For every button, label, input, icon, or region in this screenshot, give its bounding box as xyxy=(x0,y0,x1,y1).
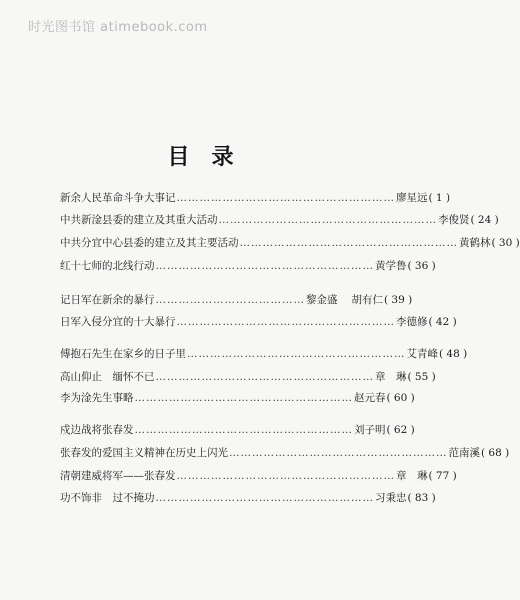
page-title: 目录 xyxy=(167,145,256,170)
leader-dots: ………………………………………………… xyxy=(187,348,406,360)
entry-title: 记日军在新余的暴行 xyxy=(60,294,155,306)
entry-author: 刘子明 xyxy=(354,424,386,436)
toc-entry xyxy=(60,490,436,506)
entry-title: 中共分宜中心县委的建立及其主要活动 xyxy=(60,237,239,249)
entry-author: 黄鹤林 xyxy=(459,237,491,249)
toc-entry xyxy=(60,390,415,406)
leader-dots: ………………………………………………… xyxy=(155,371,374,383)
entry-page: ( 77 ) xyxy=(428,470,457,482)
entry-page: ( 60 ) xyxy=(386,392,415,404)
entry-page: ( 30 ) xyxy=(491,237,520,249)
entry-author: 黄学鲁 xyxy=(375,260,407,272)
entry-page: ( 68 ) xyxy=(481,447,510,459)
entry-author: 章 琳 xyxy=(396,470,428,482)
entry-page: ( 62 ) xyxy=(386,424,415,436)
entry-author: 赵元春 xyxy=(354,392,386,404)
entry-page: ( 36 ) xyxy=(407,260,436,272)
toc-entry xyxy=(60,369,436,385)
entry-title: 张春发的爱国主义精神在历史上闪光 xyxy=(60,447,228,459)
toc-entry xyxy=(60,235,520,251)
entry-page: ( 42 ) xyxy=(428,316,457,328)
entry-author: 艾青峰 xyxy=(406,348,438,360)
leader-dots: ………………………………… xyxy=(155,294,305,306)
toc-entry xyxy=(60,190,451,206)
entry-title: 日军入侵分宜的十大暴行 xyxy=(60,316,176,328)
leader-dots: ………………………………………………… xyxy=(229,447,448,459)
entry-title: 李为淦先生事略 xyxy=(60,392,134,404)
entry-author: 廖星远 xyxy=(396,192,428,204)
entry-page: ( 83 ) xyxy=(407,492,436,504)
toc-entry xyxy=(60,292,413,308)
toc-entry xyxy=(60,468,457,484)
leader-dots: ………………………………………………… xyxy=(134,424,353,436)
entry-page: ( 1 ) xyxy=(428,192,451,204)
entry-author: 李德修 xyxy=(396,316,428,328)
toc-entry xyxy=(60,258,436,274)
leader-dots: ………………………………………………… xyxy=(176,316,395,328)
entry-author: 黎金盛 xyxy=(306,294,338,306)
entry-title: 傅抱石先生在家乡的日子里 xyxy=(60,348,186,360)
entry-title: 清朝建威将军——张春发 xyxy=(60,470,176,482)
leader-dots: ………………………………………………… xyxy=(155,492,374,504)
entry-title: 红十七师的北线行动 xyxy=(60,260,155,272)
entry-author-second: 胡有仁 xyxy=(351,294,383,306)
toc-entry xyxy=(60,422,415,438)
toc-entry xyxy=(60,445,510,461)
entry-title: 高山仰止 缅怀不已 xyxy=(60,371,155,383)
entry-author: 范南溪 xyxy=(448,447,480,459)
leader-dots: ………………………………………………… xyxy=(218,214,437,226)
leader-dots: ………………………………………………… xyxy=(176,192,395,204)
entry-page: ( 48 ) xyxy=(439,348,468,360)
leader-dots: ………………………………………………… xyxy=(239,237,458,249)
watermark: 时光图书馆 atimebook.com xyxy=(28,20,208,35)
leader-dots: ………………………………………………… xyxy=(176,470,395,482)
leader-dots: ………………………………………………… xyxy=(134,392,353,404)
toc-entry xyxy=(60,346,468,362)
entry-title: 戍边战将张春发 xyxy=(60,424,134,436)
leader-dots: ………………………………………………… xyxy=(155,260,374,272)
entry-title: 功不饰非 过不掩功 xyxy=(60,492,155,504)
toc-entry xyxy=(60,314,457,330)
entry-page: ( 39 ) xyxy=(384,294,413,306)
entry-author: 李俊贤 xyxy=(438,214,470,226)
entry-author: 习秉忠 xyxy=(375,492,407,504)
entry-title: 新余人民革命斗争大事记 xyxy=(60,192,176,204)
toc-entry xyxy=(60,212,499,228)
entry-page: ( 55 ) xyxy=(407,371,436,383)
entry-page: ( 24 ) xyxy=(470,214,499,226)
entry-author: 章 琳 xyxy=(375,371,407,383)
entry-title: 中共新淦县委的建立及其重大活动 xyxy=(60,214,218,226)
